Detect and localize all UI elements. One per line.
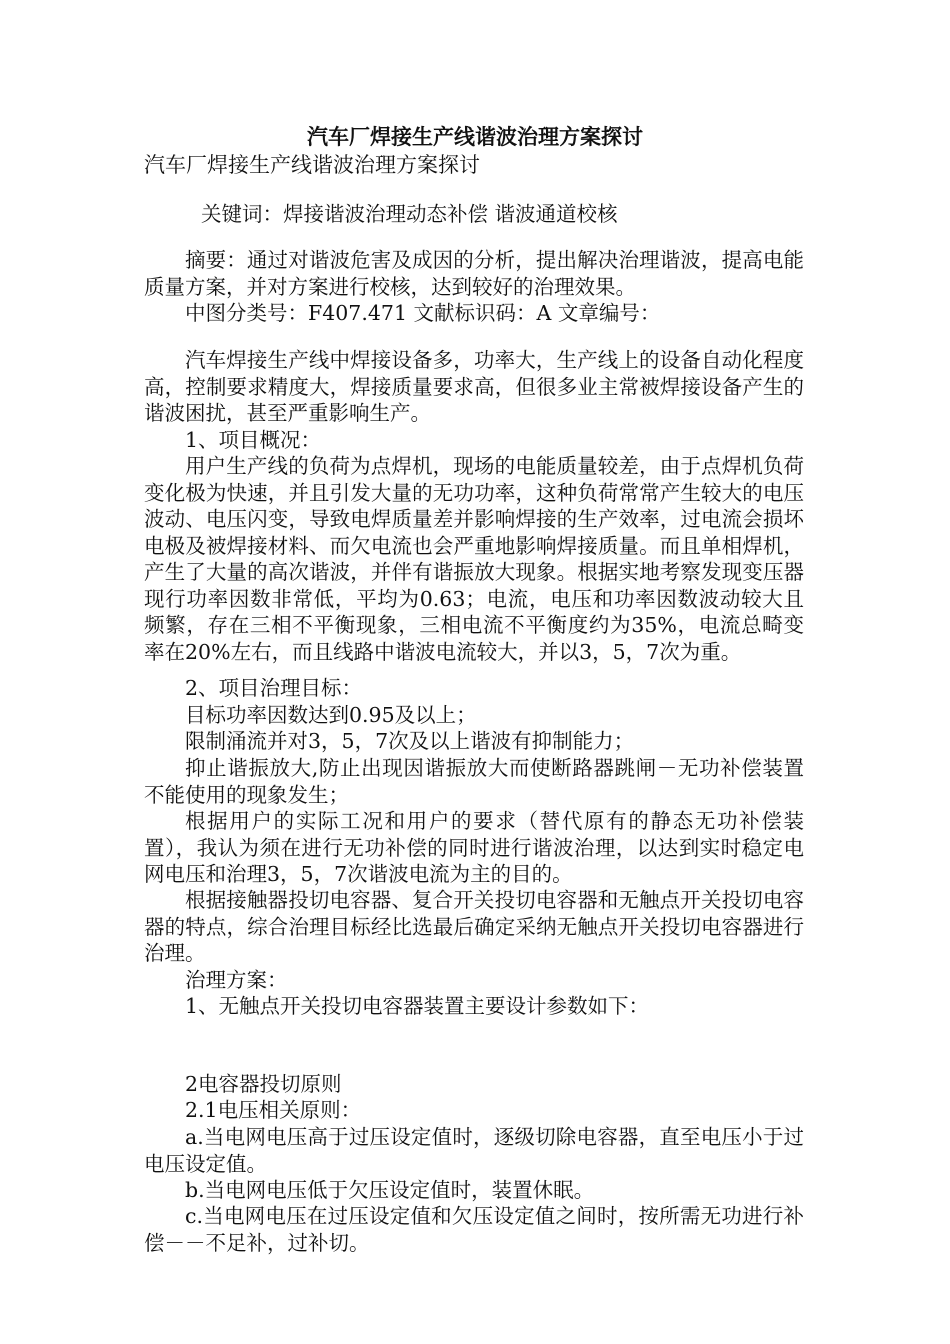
goal-2: 限制涌流并对3，5，7次及以上谐波有抑制能力；: [185, 729, 635, 753]
document-title: 汽车厂焊接生产线谐波治理方案探讨: [307, 124, 643, 149]
section2-title: 2电容器投切原则: [185, 1072, 342, 1096]
section1-body: 用户生产线的负荷为点焊机，现场的电能质量较差，由于点焊机负荷变化极为快速，并且引发大量的无功功率，这种负荷常常产生较大的电压波动、电压闪变，导致电焊质量差并影响焊接的生产效率，过电流会损坏电极及被焊接材料、而欠电流也会严重地影响焊接质量。而且单相焊机，产生了大量的高次谐波，并伴有谐振放大现象。根据实地考察发现变压器现行功率因数非常低，平均为0.63；电流，电压和功率因数波动较大且频繁，存在三相不平衡现象，三相电流不平衡度约为35%，电流总畸变率在20%左右，而且线路中谐波电流较大，并以3，5，7次为重。: [144, 454, 804, 664]
goal-5: 根据接触器投切电容器、复合开关投切电容器和无触点开关投切电容器的特点，综合治理目标经比选最后确定采纳无触点开关投切电容器进行治理。: [144, 888, 804, 965]
plan-item-1: 1、无触点开关投切电容器装置主要设计参数如下：: [185, 994, 650, 1018]
document-subtitle: 汽车厂焊接生产线谐波治理方案探讨: [144, 153, 480, 177]
goal-4: 根据用户的实际工况和用户的要求（替代原有的静态无功补偿装置），我认为须在进行无功补偿的同时进行谐波治理，以达到实时稳定电网电压和治理3，5，7次谐波电流为主的目的。: [144, 809, 804, 886]
section2-1-heading: 2.1电压相关原则：: [185, 1098, 362, 1122]
rule-c: c.当电网电压在过压设定值和欠压设定值之间时，按所需无功进行补偿－－不足补，过补切。: [144, 1204, 804, 1255]
keywords-line: 关键词：焊接谐波治理动态补偿 谐波通道校核: [201, 202, 618, 226]
goal-1: 目标功率因数达到0.95及以上；: [185, 703, 477, 727]
plan-heading: 治理方案：: [185, 968, 288, 992]
abstract-paragraph: 摘要：通过对谐波危害及成因的分析，提出解决治理谐波，提高电能质量方案，并对方案进行校核，达到较好的治理效果。: [144, 248, 804, 299]
goal-3: 抑止谐振放大,防止出现因谐振放大而使断路器跳闸－无功补偿装置不能使用的现象发生；: [144, 756, 804, 807]
section2-heading: 2、项目治理目标：: [185, 676, 363, 700]
classification-line: 中图分类号：F407.471 文献标识码：A 文章编号：: [185, 301, 661, 325]
rule-b: b.当电网电压低于欠压设定值时，装置休眠。: [185, 1178, 595, 1202]
rule-a: a.当电网电压高于过压设定值时，逐级切除电容器，直至电压小于过电压设定值。: [144, 1125, 804, 1176]
section1-heading: 1、项目概况：: [185, 428, 322, 452]
intro-paragraph: 汽车焊接生产线中焊接设备多，功率大，生产线上的设备自动化程度高，控制要求精度大，焊接质量要求高，但很多业主常被焊接设备产生的谐波困扰，甚至严重影响生产。: [144, 348, 804, 425]
